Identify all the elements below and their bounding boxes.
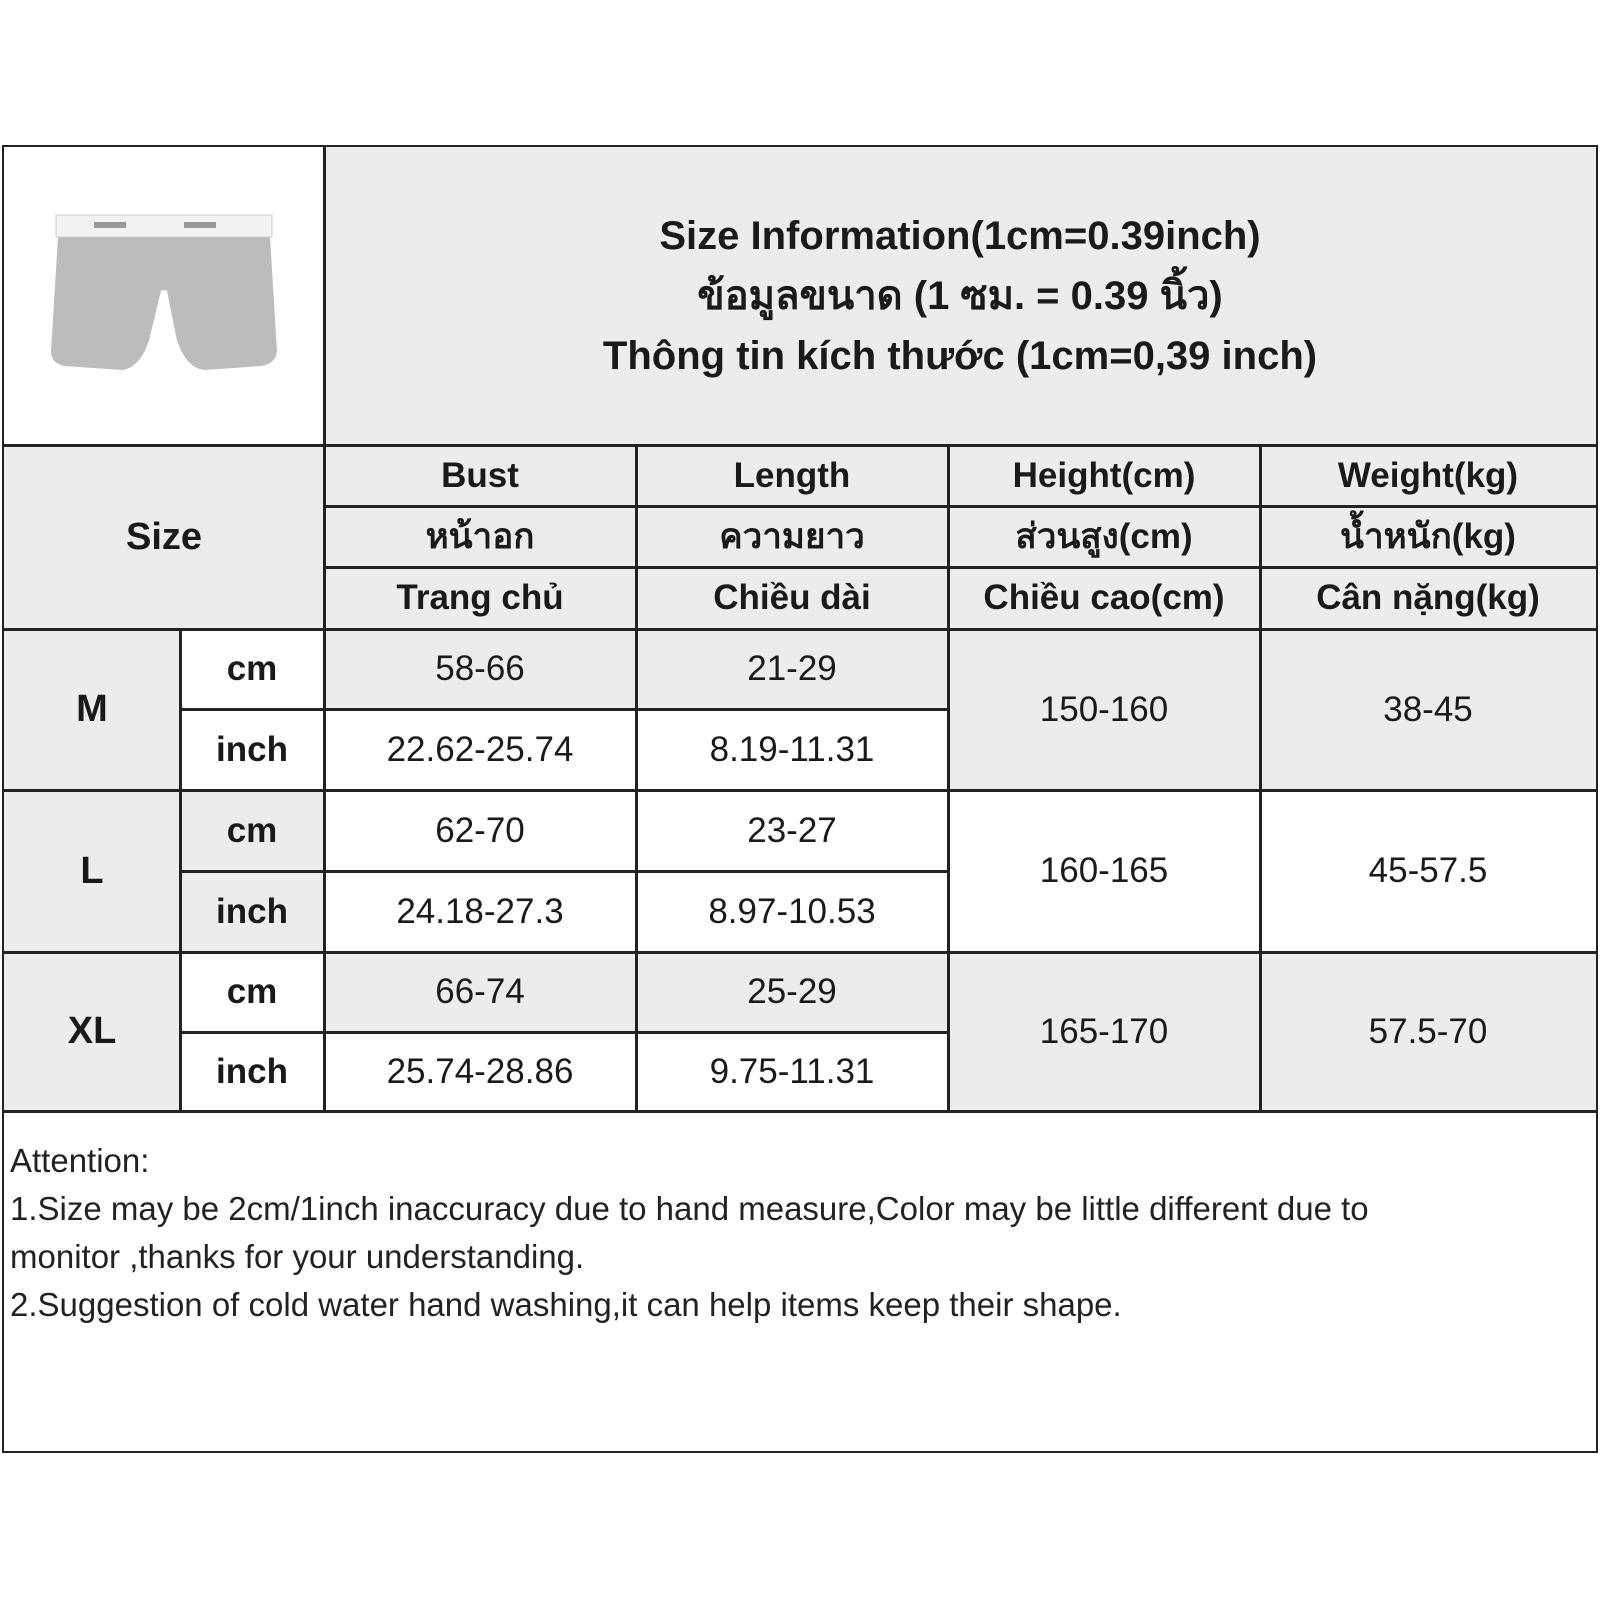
length-header-th: ความยาว <box>636 506 948 567</box>
xl-length-inch: 9.75-11.31 <box>636 1032 948 1111</box>
unit-inch: inch <box>180 709 324 790</box>
grid-line <box>180 1031 948 1034</box>
grid-line <box>1259 445 1262 1111</box>
title-vietnamese: Thông tin kích thước (1cm=0,39 inch) <box>602 334 1318 378</box>
height-header-th: ส่วนสูง(cm) <box>948 506 1260 567</box>
notes-heading: Attention: <box>10 1142 150 1179</box>
xl-length-cm: 25-29 <box>636 952 948 1032</box>
unit-cm: cm <box>180 629 324 709</box>
product-image-cell <box>4 147 324 445</box>
size-header: Size <box>4 445 324 629</box>
m-length-cm: 21-29 <box>636 629 948 709</box>
xl-bust-cm: 66-74 <box>324 952 636 1032</box>
grid-line <box>635 445 638 1111</box>
grid-line <box>4 1110 1596 1113</box>
grid-line <box>4 444 1596 447</box>
weight-header-en: Weight(kg) <box>1260 445 1596 506</box>
weight-header-vi: Cân nặng(kg) <box>1260 567 1596 629</box>
notes-line-3: 2.Suggestion of cold water hand washing,it can help items keep their shape. <box>10 1286 1122 1323</box>
notes-line-1: 1.Size may be 2cm/1inch inaccuracy due to hand measure,Color may be little different due to <box>10 1190 1369 1227</box>
size-xl: XL <box>4 952 180 1111</box>
unit-inch: inch <box>180 871 324 952</box>
unit-cm: cm <box>180 790 324 871</box>
grid-line <box>4 951 1596 954</box>
l-bust-cm: 62-70 <box>324 790 636 871</box>
bust-header-en: Bust <box>324 445 636 506</box>
notes-line-2: monitor ,thanks for your understanding. <box>10 1238 585 1275</box>
l-length-cm: 23-27 <box>636 790 948 871</box>
unit-inch: inch <box>180 1032 324 1111</box>
title-english: Size Information(1cm=0.39inch) <box>659 214 1261 258</box>
height-header-en: Height(cm) <box>948 445 1260 506</box>
xl-bust-inch: 25.74-28.86 <box>324 1032 636 1111</box>
size-chart <box>2 145 1598 1453</box>
title-thai: ข้อมูลขนาด (1 ซม. = 0.39 นิ้ว) <box>697 274 1223 318</box>
grid-line <box>4 789 1596 792</box>
length-header-vi: Chiều dài <box>636 567 948 629</box>
title-cell <box>324 147 1596 445</box>
grid-line <box>180 708 948 711</box>
size-m: M <box>4 629 180 790</box>
grid-line <box>4 628 1596 631</box>
bust-header-th: หน้าอก <box>324 506 636 567</box>
weight-header-th: น้ำหนัก(kg) <box>1260 506 1596 567</box>
attention-notes <box>10 1137 1590 1329</box>
l-height: 160-165 <box>948 790 1260 952</box>
length-header-en: Length <box>636 445 948 506</box>
grid-line <box>324 566 1596 569</box>
size-l: L <box>4 790 180 952</box>
m-weight: 38-45 <box>1260 629 1596 790</box>
m-bust-cm: 58-66 <box>324 629 636 709</box>
height-header-vi: Chiều cao(cm) <box>948 567 1260 629</box>
bust-header-vi: Trang chủ <box>324 567 636 629</box>
m-height: 150-160 <box>948 629 1260 790</box>
grid-line <box>180 870 948 873</box>
l-weight: 45-57.5 <box>1260 790 1596 952</box>
grid-line <box>324 505 1596 508</box>
l-bust-inch: 24.18-27.3 <box>324 871 636 952</box>
shorts-image <box>34 201 294 391</box>
grid-line <box>947 445 950 1111</box>
l-length-inch: 8.97-10.53 <box>636 871 948 952</box>
m-bust-inch: 22.62-25.74 <box>324 709 636 790</box>
unit-cm: cm <box>180 952 324 1032</box>
xl-height: 165-170 <box>948 952 1260 1111</box>
m-length-inch: 8.19-11.31 <box>636 709 948 790</box>
xl-weight: 57.5-70 <box>1260 952 1596 1111</box>
